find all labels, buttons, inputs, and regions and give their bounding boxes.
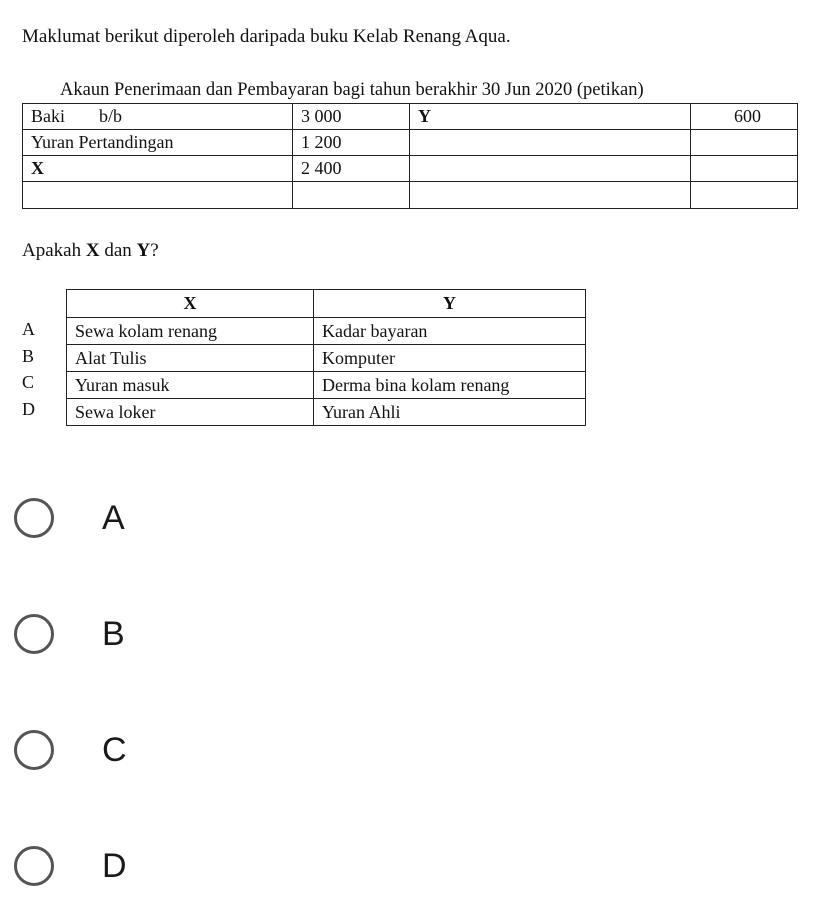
table-header-row [67,290,586,318]
table-row [67,345,586,372]
receipt-amount: 3 000 [293,104,410,130]
intro-text: Maklumat berikut diperoleh daripada buku Kelab Renang Aqua. [22,26,511,47]
choice-b[interactable] [14,614,125,654]
account-title: Akaun Penerimaan dan Pembayaran bagi tahun berakhir 30 Jun 2020 (petikan) [60,80,644,100]
payment-item: Y [410,104,691,130]
option-y: Yuran Ahli [314,399,586,426]
payment-amount [691,156,798,182]
option-letter: B [22,346,35,366]
table-row-empty [23,182,798,209]
option-y: Kadar bayaran [314,318,586,345]
option-y: Komputer [314,345,586,372]
option-y: Derma bina kolam renang [314,372,586,399]
payment-amount [691,130,798,156]
receipt-item: Yuran Pertandingan [23,130,293,156]
choice-label: C [102,730,127,769]
choice-label: D [102,846,127,885]
choice-label: A [102,498,125,537]
radio-circle-icon[interactable] [14,614,54,654]
column-header-y: Y [314,290,586,318]
payment-item [410,156,691,182]
table-row [67,318,586,345]
receipt-amount: 1 200 [293,130,410,156]
column-header-x: X [67,290,314,318]
option-letter: D [22,399,35,419]
receipts-payments-table [22,103,798,209]
option-x: Alat Tulis [67,345,314,372]
option-letter: C [22,372,35,392]
choice-a[interactable] [14,498,125,538]
table-row [23,130,798,156]
receipt-amount: 2 400 [293,156,410,182]
table-row [67,399,586,426]
table-row [23,104,798,130]
question-text: Apakah X dan Y? [22,240,159,261]
receipt-item: X [23,156,293,182]
option-x: Sewa loker [67,399,314,426]
option-x: Sewa kolam renang [67,318,314,345]
receipt-item-suffix: b/b [99,106,123,126]
choice-c[interactable] [14,730,127,770]
radio-circle-icon[interactable] [14,730,54,770]
table-row [67,372,586,399]
choice-label: B [102,614,125,653]
receipt-item-label: Baki [31,106,65,126]
radio-circle-icon[interactable] [14,498,54,538]
option-x: Yuran masuk [67,372,314,399]
table-row [23,156,798,182]
option-letter: A [22,319,35,339]
payment-amount: 600 [691,104,798,130]
radio-circle-icon[interactable] [14,846,54,886]
options-table [66,289,586,426]
payment-item [410,130,691,156]
choice-d[interactable] [14,846,127,886]
receipt-item [23,104,293,130]
